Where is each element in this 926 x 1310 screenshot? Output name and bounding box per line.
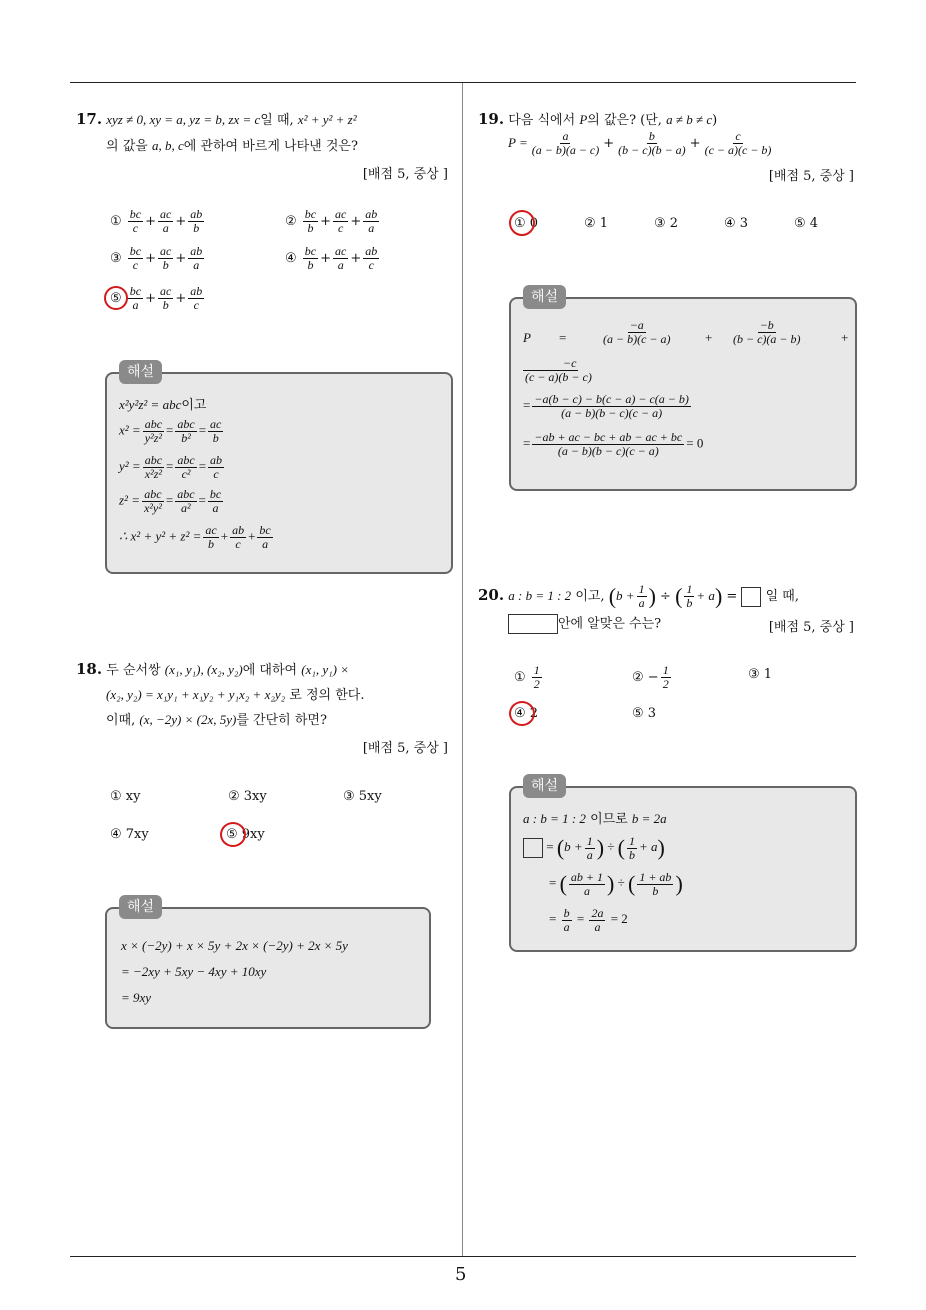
q20-number: 20.	[478, 586, 505, 604]
q17-sol-result: ∴ x² + y² + z² = $\frac{ac}{b}$ + $\frac{ab}{c}$ + $\frac{bc}{a}$	[119, 523, 271, 551]
q18-solution-box: 해설 x × (−2y) + x × 5y + 2x × (−2y) + 2x × 5y = −2xy + 5xy − 4xy + 10xy = 9xy	[105, 907, 431, 1029]
q20-choice-3[interactable]: ③ 1	[748, 667, 773, 682]
q17-choice-4[interactable]: ④ $\frac{bc}{b}$ + $\frac{ac}{a}$ + $\frac{ab}{c}$	[285, 244, 378, 272]
q20-solution-box: 해설 a : b = 1 : 2 이므로 b = 2a = (b + $\frac{1}{a}$ ) ÷ ( $\frac{1}{b}$ + a) = ( $\frac{ab + 1}{a}$ ) ÷ ( $\frac{1 + ab}{b}$ ) = $\frac{b}{a}$ = $\frac{2a}{a}$ = 2	[509, 786, 857, 952]
q17-choice-2[interactable]: ② $\frac{bc}{b}$ + $\frac{ac}{c}$ + $\frac{ab}{a}$	[285, 207, 378, 235]
q17-solution-box: 해설 x²y²z² = abc이고 x² = $\frac{\text{abc}}{\text{y²z²}}$ = $\frac{\text{abc}}{\text{b²}}$ = $\frac{ac}{b}$ y² = $\frac{\text{abc}}{\text{x²z²}}$ = $\frac{\text{abc}}{\text{c²}}$ = $\frac{ab}{c}$ z² = $\frac{\text{abc}}{\text{x²y²}}$ = $\frac{\text{abc}}{\text{a²}}$ = $\frac{bc}{a}$ ∴ x² + y² + z² = $\frac{ac}{b}$ + $\frac{ab}{c}$ + $\frac{bc}{a}$	[105, 372, 453, 574]
q19-choice-2[interactable]: ② 1	[584, 216, 609, 231]
top-rule	[70, 82, 856, 83]
q17-choice-1[interactable]: ① $\frac{bc}{c}$ + $\frac{ac}{a}$ + $\frac{ab}{b}$	[110, 207, 203, 235]
q19-choice-4[interactable]: ④ 3	[724, 216, 749, 231]
q18-choice-5[interactable]: ⑤ 9xy	[226, 827, 265, 842]
column-divider	[462, 83, 463, 1257]
answer-box	[741, 587, 761, 607]
q18-choice-3[interactable]: ③ 5xy	[343, 789, 382, 804]
q17-condition: xyz ≠ 0, xy = a, yz = b, zx = c	[106, 112, 261, 127]
q18-score: [배점 5, 중상 ]	[362, 741, 448, 756]
q17-text-c: 에 관하여 바르게 나타낸 것은?	[183, 139, 358, 154]
q17-vars: a, b, c	[151, 138, 184, 153]
bottom-rule	[70, 1256, 856, 1257]
q18-answer-circle	[220, 822, 246, 847]
q20-choice-4[interactable]: ④ 2	[514, 706, 539, 721]
q18-choice-4[interactable]: ④ 7xy	[110, 827, 149, 842]
q20-answer-circle	[509, 701, 535, 726]
q17-sol-z2: z² = $\frac{\text{abc}}{\text{x²y²}}$ = $\frac{\text{abc}}{\text{a²}}$ = $\frac{bc}{a}$	[119, 487, 222, 515]
q20-choice-1[interactable]: ① $\frac{1}{2}$	[514, 663, 540, 691]
q19-choice-1[interactable]: ① 0	[514, 216, 539, 231]
q17-choice-3[interactable]: ③ $\frac{bc}{c}$ + $\frac{ac}{b}$ + $\frac{ab}{a}$	[110, 244, 203, 272]
q19-score: [배점 5, 중상 ]	[768, 169, 854, 184]
q17-choice-5[interactable]: ⑤ $\frac{bc}{a}$ + $\frac{ac}{b}$ + $\frac{ab}{c}$	[110, 284, 203, 312]
q17-text-b: 의 값을	[106, 139, 152, 154]
q17-expression: x² + y² + z²	[297, 112, 357, 127]
q19-choice-3[interactable]: ③ 2	[654, 216, 679, 231]
q18-number: 18.	[76, 660, 103, 678]
q19-number: 19.	[478, 110, 505, 128]
solution-tab: 해설	[119, 360, 162, 384]
q17-text-a: 일 때,	[260, 113, 298, 128]
q17-sol-y2: y² = $\frac{\text{abc}}{\text{x²z²}}$ = $\frac{\text{abc}}{\text{c²}}$ = $\frac{ab}{c}$	[119, 453, 223, 481]
q17-sol-x2: x² = $\frac{\text{abc}}{\text{y²z²}}$ = $\frac{\text{abc}}{\text{b²}}$ = $\frac{ac}{b}$	[119, 417, 222, 445]
q19-equation: P = $\frac{a}{(a - b)(a - c)}$ + $\frac{b}{(b - c)(b - a)}$ + $\frac{c}{(c - a)(c - b)}$	[508, 129, 772, 157]
q19-solution-box: 해설 P = $\frac{-a}{(a - b)(c - a)}$ + $\frac{-b}{(b - c)(a - b)}$ + $\frac{-c}{(c - a)(b - c)}$ = $\frac{-a(b - c) - b(c - a) - c(a - b)}{(a - b)(b - c)(c - a)}$ = $\frac{-ab + ac - bc + ab - ac + bc}{(a - b)(b - c)(c - a)}$ = 0	[509, 297, 857, 491]
q18-choice-2[interactable]: ② 3xy	[228, 789, 267, 804]
q17-number: 17.	[76, 110, 103, 128]
q19-answer-circle	[509, 210, 535, 236]
q19-choice-5[interactable]: ⑤ 4	[794, 216, 819, 231]
q17-score: [배점 5, 중상 ]	[362, 167, 448, 182]
page-number: 5	[455, 1264, 467, 1285]
answer-blank	[508, 614, 558, 634]
q18-choice-1[interactable]: ① xy	[110, 789, 141, 804]
q20-score: [배점 5, 중상 ]	[768, 620, 854, 635]
q17-answer-circle	[104, 286, 128, 310]
q20-choice-2[interactable]: ② − $\frac{1}{2}$	[632, 663, 669, 691]
q20-choice-5[interactable]: ⑤ 3	[632, 706, 657, 721]
